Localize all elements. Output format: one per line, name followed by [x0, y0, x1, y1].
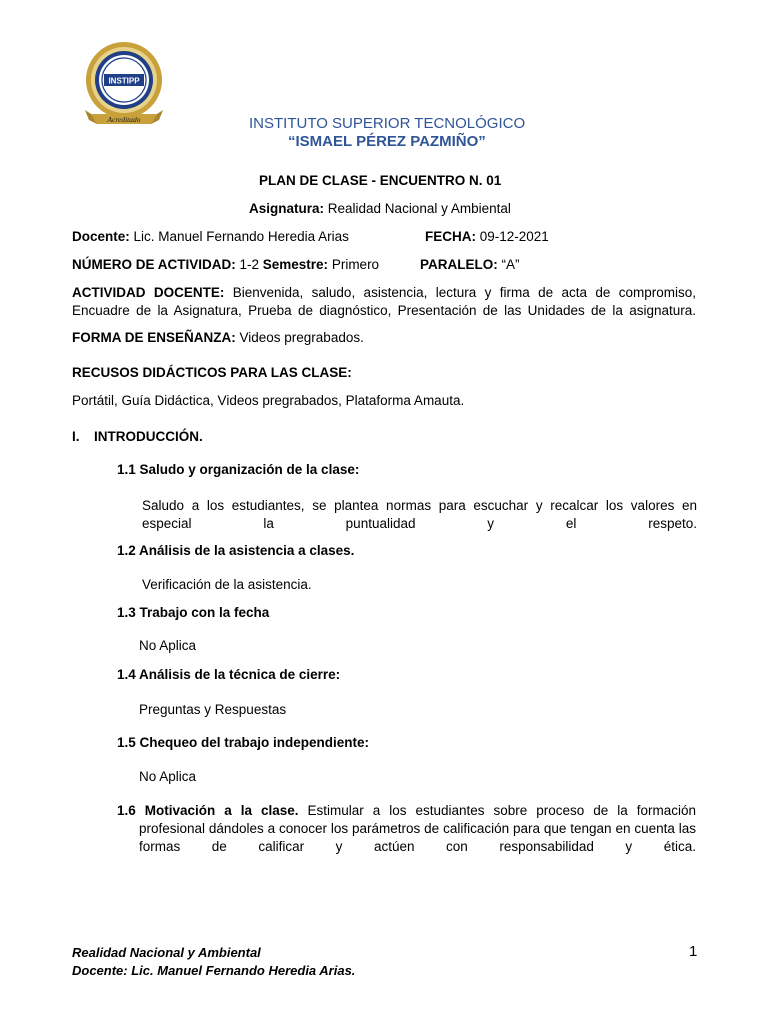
logo-ribbon-text: Acreditado	[107, 115, 141, 124]
docente-line	[72, 229, 349, 244]
item-title: 1.5 Chequeo del trabajo independiente:	[117, 735, 370, 750]
forma-line	[72, 330, 364, 345]
plan-title: PLAN DE CLASE - ENCUENTRO N. 01	[259, 173, 502, 188]
docente-value: Lic. Manuel Fernando Heredia Arias	[129, 229, 349, 244]
forma-value: Videos pregrabados.	[235, 330, 364, 345]
paralelo-line	[420, 257, 520, 272]
actividad-label: NÚMERO DE ACTIVIDAD:	[72, 257, 236, 272]
item-text: Verificación de la asistencia.	[142, 577, 312, 592]
institute-logo	[81, 40, 167, 136]
forma-label: FORMA DE ENSEÑANZA:	[72, 330, 236, 345]
semestre-label: Semestre:	[262, 257, 329, 272]
actividad-docente-paragraph	[72, 284, 696, 320]
page-number: 1	[689, 943, 698, 960]
section-title: INTRODUCCIÓN.	[94, 429, 203, 444]
recursos-value: Portátil, Guía Didáctica, Videos pregrabados, Plataforma Amauta.	[72, 393, 465, 408]
motivacion-paragraph	[117, 802, 696, 856]
docente-label: Docente:	[72, 229, 130, 244]
institute-name: INSTITUTO SUPERIOR TECNOLÓGICO	[249, 115, 526, 132]
asignatura-line	[249, 201, 511, 216]
paralelo-value: “A”	[497, 257, 520, 272]
item-title: 1.6 Motivación a la clase.	[117, 803, 299, 818]
item-title: 1.4 Análisis de la técnica de cierre:	[117, 667, 341, 682]
item-text: No Aplica	[139, 769, 197, 784]
item-text: Preguntas y Respuestas	[139, 702, 287, 717]
fecha-label: FECHA:	[425, 229, 476, 244]
actividad-line	[72, 257, 379, 272]
recursos-heading: RECUSOS DIDÁCTICOS PARA LAS CLASE:	[72, 365, 352, 380]
semestre-value: Primero	[328, 257, 380, 272]
item-title: 1.2 Análisis de la asistencia a clases.	[117, 543, 355, 558]
paralelo-label: PARALELO:	[420, 257, 498, 272]
institute-subname: “ISMAEL PÉREZ PAZMIÑO”	[288, 133, 486, 150]
item-text: Saludo a los estudiantes, se plantea normas para escuchar y recalcar los valores en especial la puntualidad y el respeto.	[142, 498, 697, 531]
item-text: No Aplica	[139, 638, 197, 653]
asignatura-label: Asignatura:	[249, 201, 325, 216]
asignatura-value: Realidad Nacional y Ambiental	[324, 201, 511, 216]
section-number: I.	[72, 429, 80, 444]
footer-teacher: Docente: Lic. Manuel Fernando Heredia Arias.	[72, 963, 356, 978]
footer-subject: Realidad Nacional y Ambiental	[72, 945, 261, 960]
actividad-docente-value: Bienvenida, saludo, asistencia, lectura y firma de acta de compromiso, Encuadre de la Asignatura, Prueba de diagnóstico, Presentación de las Unidades de la asignatura.	[72, 285, 696, 318]
item-title: 1.3 Trabajo con la fecha	[117, 605, 270, 620]
fecha-line	[425, 229, 549, 244]
actividad-docente-label: ACTIVIDAD DOCENTE:	[72, 285, 225, 300]
item-text: Estimular a los estudiantes sobre proceso de la formación profesional dándoles a conocer los parámetros de calificación para que tengan en cuenta las formas de calificar y actúen con responsabilidad y ética.	[139, 803, 696, 854]
actividad-value: 1-2	[235, 257, 263, 272]
item-title: 1.1 Saludo y organización de la clase:	[117, 462, 360, 477]
fecha-value: 09-12-2021	[476, 229, 549, 244]
logo-text: INSTIPP	[108, 76, 140, 86]
